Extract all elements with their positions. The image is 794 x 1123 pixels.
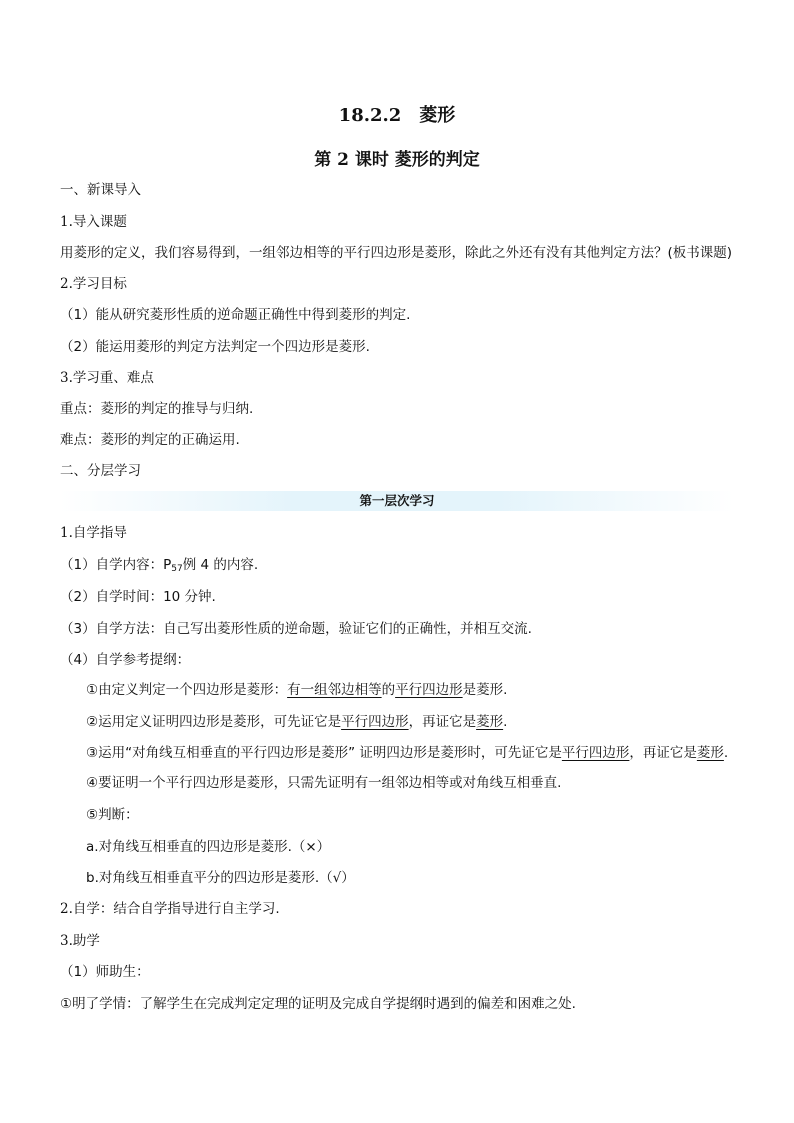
goal-item-2: （2）能运用菱形的判定方法判定一个四边形是菱形. <box>60 339 370 355</box>
guide-method: （3）自学方法：自己写出菱形性质的逆命题，验证它们的正确性，并相互交流. <box>60 621 532 637</box>
heading-key-points: 3.学习重、难点 <box>60 370 154 386</box>
section-heading-intro: 一、新课导入 <box>60 182 141 198</box>
self-study-instruction: 2.自学：结合自学指导进行自主学习. <box>60 901 280 917</box>
understand-situation: ①明了学情：了解学生在完成判定定理的证明及完成自学提纲时遇到的偏差和困难之处. <box>60 996 576 1012</box>
heading-import-topic: 1.导入课题 <box>60 214 127 230</box>
level-banner <box>60 491 734 511</box>
heading-self-study-guide: 1.自学指导 <box>60 525 127 541</box>
outline-item-3: ③运用“对角线互相垂直的平行四边形是菱形” 证明四边形是菱形时，可先证它是平行四边形，再证它是菱形. <box>86 745 729 761</box>
teacher-helps-student: （1）师助生： <box>60 964 150 980</box>
judgment-a: a.对角线互相垂直的四边形是菱形.（×） <box>86 839 331 855</box>
lesson-subtitle: 第 2 课时 菱形的判定 <box>314 150 480 170</box>
key-point: 重点：菱形的判定的推导与归纳. <box>60 401 254 417</box>
section-heading-layered: 二、分层学习 <box>60 463 141 479</box>
heading-learning-goals: 2.学习目标 <box>60 276 127 292</box>
outline-item-4: ④要证明一个平行四边形是菱形，只需先证明有一组邻边相等或对角线互相垂直. <box>86 775 562 791</box>
answer-blank: 有一组邻边相等 <box>287 682 382 698</box>
guide-outline-heading: （4）自学参考提纲： <box>60 652 191 668</box>
guide-content: （1）自学内容：$P_{57}$例 4 的内容. <box>60 557 259 574</box>
heading-assist-learning: 3.助学 <box>60 933 100 949</box>
answer-blank: 平行四边形 <box>395 682 463 698</box>
level-banner-label: 第一层次学习 <box>359 493 435 508</box>
paragraph-intro-text: 用菱形的定义，我们容易得到，一组邻边相等的平行四边形是菱形，除此之外还有没有其他判定方法？(板书课题) <box>60 245 733 261</box>
outline-item-1: ①由定义判定一个四边形是菱形：有一组邻边相等的平行四边形是菱形. <box>86 682 508 698</box>
judgment-b: b.对角线互相垂直平分的四边形是菱形.（√） <box>86 870 355 886</box>
guide-time: （2）自学时间：10 分钟. <box>60 589 216 605</box>
difficult-point: 难点：菱形的判定的正确运用. <box>60 432 240 448</box>
answer-blank: 菱形 <box>476 714 504 730</box>
answer-blank: 菱形 <box>696 745 724 761</box>
outline-item-2: ②运用定义证明四边形是菱形，可先证它是平行四边形，再证它是菱形. <box>86 714 508 730</box>
document-title: 18.2.2 菱形 <box>338 105 456 126</box>
goal-item-1: （1）能从研究菱形性质的逆命题正确性中得到菱形的判定. <box>60 307 411 323</box>
answer-blank: 平行四边形 <box>561 745 630 761</box>
outline-item-5: ⑤判断： <box>86 807 139 823</box>
answer-blank: 平行四边形 <box>341 714 409 730</box>
